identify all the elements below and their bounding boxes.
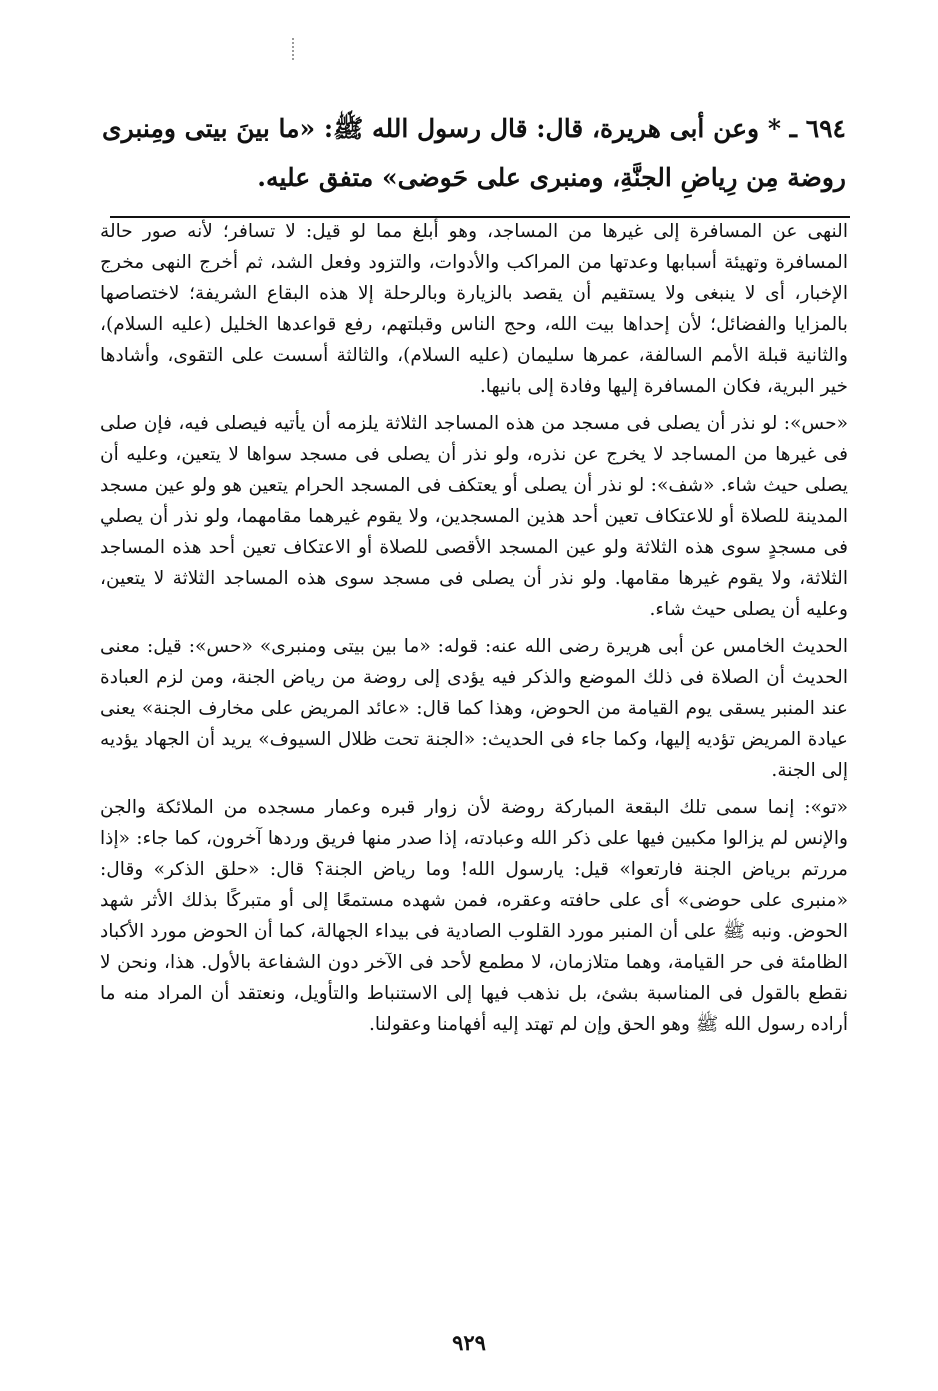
hadith-text: ٦٩٤ ـ * وعن أبى هريرة، قال: قال رسول الله ﷺ: «ما بينَ بيتى ومِنبرى روضة مِن رِياضِ الجنَّةِ، ومنبرى على حَوضى» متفق عليه. bbox=[102, 114, 846, 192]
commentary-paragraph-2: «حس»: لو نذر أن يصلى فى مسجد من هذه المساجد الثلاثة يلزمه أن يأتيه فيصلى فيه، فإن صلى فى غيرها من المساجد لا يخرج عن نذره، ولو نذر أن يصلى فى مسجد سواها لا يتعين، وعليه أن يصلى حيث شاء. «شف»: لو نذر أن يصلى أو يعتكف فى المسجد الحرام يتعين هو ولو عين مسجد المدينة للصلاة أو للاعتكاف تعين أحد هذين المسجدين، ولا يقوم غيرهما مقامهما، ولو نذر أن يصلي فى مسجدٍ سوى هذه الثلاثة ولو عين المسجد الأقصى للصلاة أو الاعتكاف تعين أحد هذه المساجد الثلاثة، ولا يقوم غيرها مقامها. ولو نذر أن يصلى فى مسجد سوى هذه المساجد الثلاثة لا يتعين، وعليه أن يصلى حيث شاء. bbox=[100, 413, 848, 620]
commentary-paragraph-1: النهى عن المسافرة إلى غيرها من المساجد، وهو أبلغ مما لو قيل: لا تسافر؛ لأنه صور حالة المسافرة وتهيئة أسبابها وعدتها من المراكب والأدوات، والتزود وفعل الشد، ثم أخرج النهى مخرج الإخبار، أى لا ينبغى ولا يستقيم أن يقصد بالزيارة وبالرحلة إلا هذه البقاع الشريفة؛ لاختصاصها بالمزايا والفضائل؛ لأن إحداها بيت الله، وحج الناس وقبلتهم، رفع قواعدها الخليل (عليه السلام)، والثانية قبلة الأمم السالفة، عمرها سليمان (عليه السلام)، والثالثة أسست على التقوى، وأشادها خير البرية، فكان المسافرة إليها وفادة إلى بانيها. bbox=[100, 221, 848, 397]
scan-dot-mark bbox=[292, 38, 296, 60]
commentary-paragraph-4: «تو»: إنما سمى تلك البقعة المباركة روضة لأن زوار قبره وعمار مسجده من الملائكة والجن والإنس لم يزالوا مكبين فيها على ذكر الله وعبادته، إذا صدر منها فريق وردها آخرون، كما جاء: «إذا مررتم برياض الجنة فارتعوا» قيل: يارسول الله! وما رياض الجنة؟ قال: «حلق الذكر» وقال: «منبرى على حوضى» أى على حافته وعقره، فمن شهده مستمعًا إلى أو متبركًا بذلك الأثر شهد الحوض. ونبه ﷺ على أن المنبر مورد القلوب الصادية فى بيداء الجهالة، كما أن الحوض مورد الأكباد الظامئة فى حر القيامة، وهما متلازمان، لا مطمع لأحد فى الآخر دون الشفاعة بالأول. هذا، ونحن لا نقطع بالقول فى المناسبة بشئ، بل نذهب فيها إلى الاستنباط والتأويل، ونعتقد أن المراد منه ما أراده رسول الله ﷺ وهو الحق وإن لم تهتد إليه أفهامنا وعقولنا. bbox=[100, 797, 848, 1035]
page-number: ٩٢٩ bbox=[452, 1330, 486, 1355]
commentary-paragraph-3: الحديث الخامس عن أبى هريرة رضى الله عنه: قوله: «ما بين بيتى ومنبرى» «حس»: قيل: معنى الحديث أن الصلاة فى ذلك الموضع والذكر فيه يؤدى إلى روضة من رياض الجنة، ومن لزم العبادة عند المنبر يسقى يوم القيامة من الحوض، وهذا كما قال: «عائد المريض على مخارف الجنة» يعنى عيادة المريض تؤديه إليها، وكما جاء فى الحديث: «الجنة تحت ظلال السيوف» يريد أن الجهاد يؤديه إلى الجنة. bbox=[100, 636, 848, 781]
commentary-block bbox=[100, 216, 848, 1046]
